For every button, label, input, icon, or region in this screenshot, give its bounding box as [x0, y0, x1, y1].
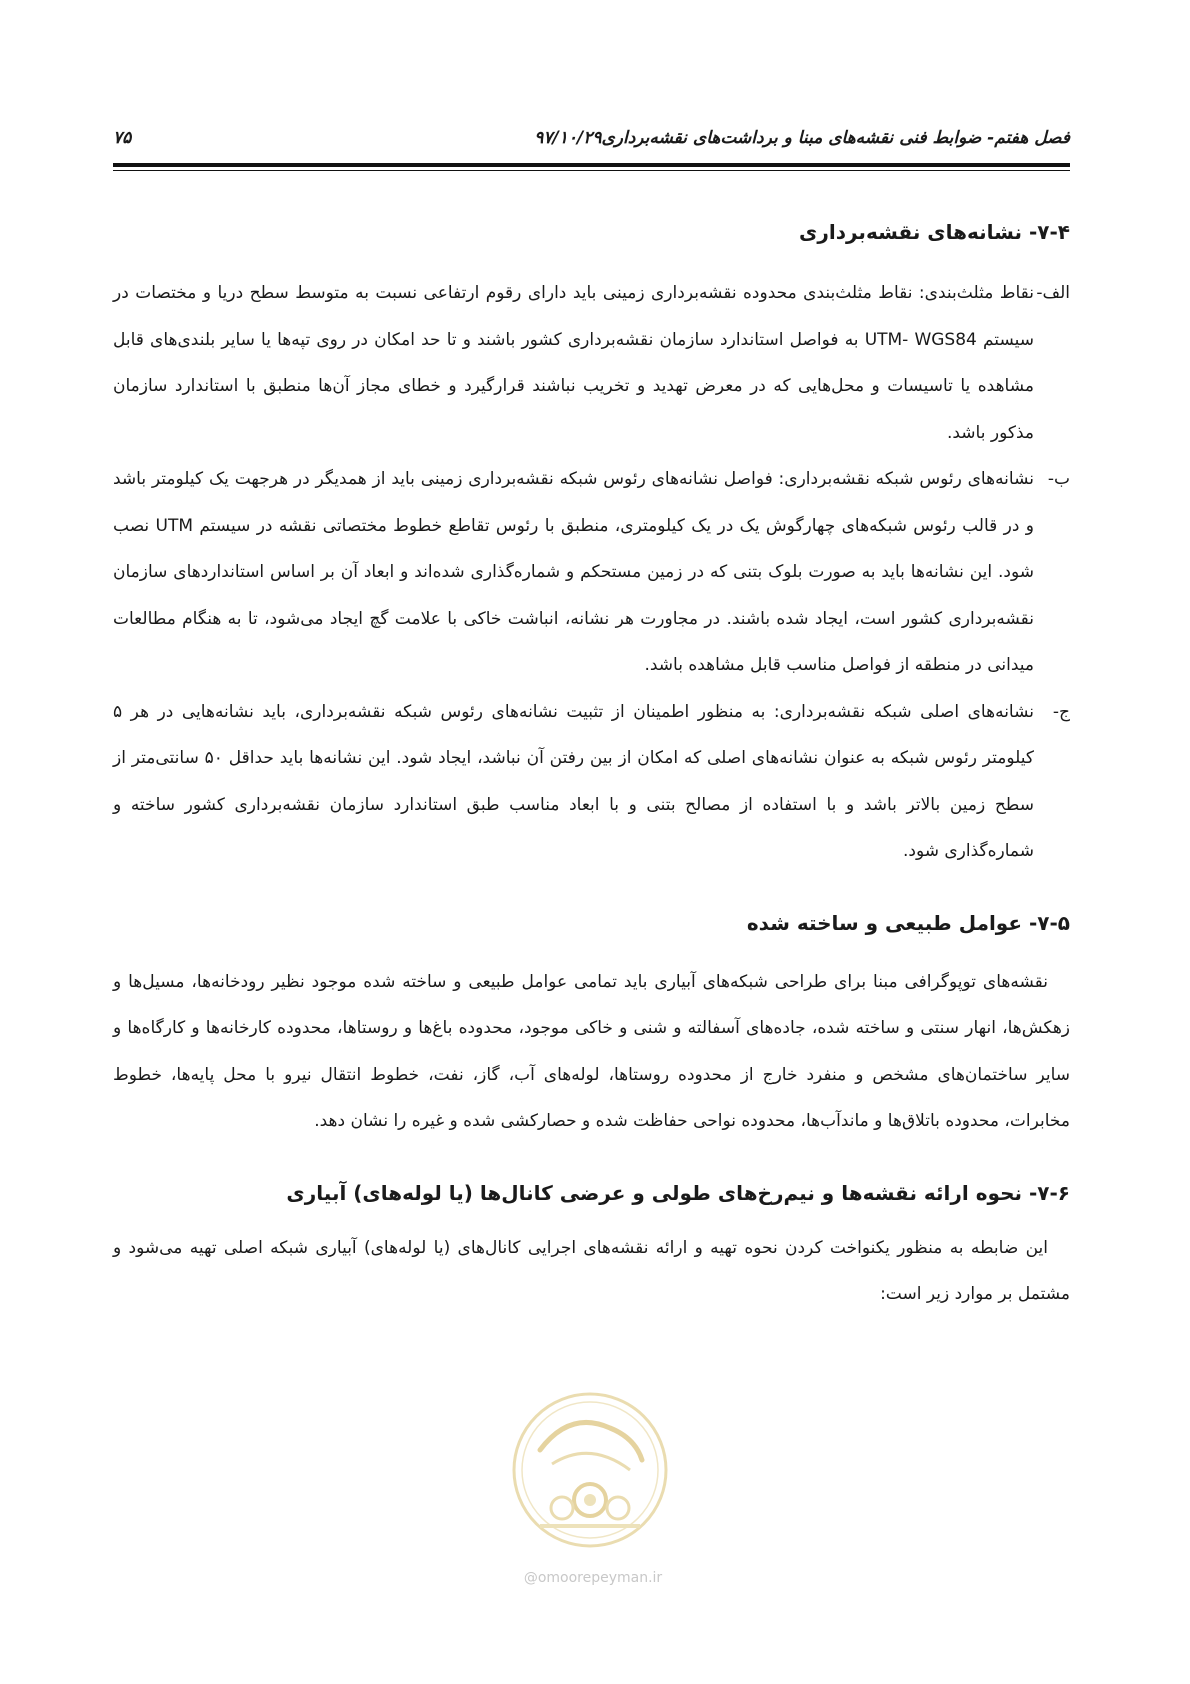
running-header — [113, 128, 1070, 148]
list-item-text: نشانه‌های اصلی شبکه نقشه‌برداری: به منظور اطمینان از تثبیت نشانه‌های رئوس شبکه نقشه‌برداری، باید نشانه‌هایی در هر ۵ کیلومتر رئوس شبکه به عنوان نشانه‌های اصلی که امکان از بین رفتن آن نباشد، ایجاد شود. این نشانه‌ها باید حداقل ۵۰ سانتی‌متر از سطح زمین بالاتر باشد و با استفاده از مصالح بتنی و با ابعاد مناسب طبق استاندارد سازمان نقشه‌برداری کشور ساخته و شماره‌گذاری شود. — [113, 701, 1034, 861]
body-paragraph: نقشه‌های توپوگرافی مبنا برای طراحی شبکه‌های آبیاری باید تمامی عوامل طبیعی و ساخته شده موجود نظیر رودخانه‌ها، مسیل‌ها و زهکش‌ها، انهار سنتی و ساخته شده، جاده‌های آسفالته و شنی و خاکی موجود، محدوده باغ‌ها و روستاها، محدوده کارخانه‌ها و کارگاه‌ها و سایر ساختمان‌های مشخص و منفرد خارج از محدوده روستاها، لوله‌های آب، گاز، نفت، خطوط انتقال نیرو با محل پایه‌ها، خطوط مخابرات، محدوده باتلاق‌ها و ماندآب‌ها، محدوده نواحی حفاظت شده و حصارکشی شده و غیره را نشان دهد. — [113, 971, 1070, 1131]
header-rule-thin — [113, 170, 1070, 171]
list-item-label: الف- — [1036, 283, 1070, 303]
section-heading-7-4: ۷-۴- نشانه‌های نقشه‌برداری — [799, 220, 1070, 244]
section-heading-7-6: ۷-۶- نحوه ارائه نقشه‌ها و نیم‌رخ‌های طولی و عرضی کانال‌ها (یا لوله‌های) آبیاری — [286, 1180, 1070, 1205]
list-item-text: نشانه‌های رئوس شبکه نقشه‌برداری: فواصل نشانه‌های رئوس شبکه نقشه‌برداری زمینی باید از همدیگر در هرجهت یک کیلومتر باشد و در قالب رئوس شبکه‌های چهارگوش یک در یک کیلومتری، منطبق با رئوس تقاطع خطوط مختصاتی نقشه در سیستم UTM نصب شود. این نشانه‌ها باید به صورت بلوک بتنی که در زمین مستحکم و شماره‌گذاری شده‌اند و ابعاد آن بر اساس استانداردهای سازمان نقشه‌برداری کشور است، ایجاد شده باشند. در مجاورت هر نشانه، انباشت خاکی با علامت گچ ایجاد می‌شود، تا به هنگام مطالعات میدانی در منطقه از فواصل مناسب قابل مشاهده باشد. — [113, 469, 1034, 675]
list-item-label: ب- — [1047, 469, 1070, 489]
page-content — [113, 212, 1070, 1318]
watermark-logo-icon — [510, 1390, 670, 1550]
page-number: ۷۵ — [113, 128, 132, 148]
body-paragraph: این ضابطه به منظور یکنواخت کردن نحوه تهیه و ارائه نقشه‌های اجرایی کانال‌های (یا لوله‌های) آبیاری شبکه اصلی تهیه می‌شود و مشتمل بر موارد زیر است: — [113, 1237, 1070, 1304]
chapter-title: فصل هفتم- ضوابط فنی نقشه‌های مبنا و برداشت‌های نقشه‌برداری۹۷/۱۰/۲۹ — [534, 128, 1070, 148]
list-item — [113, 456, 1070, 689]
list-item — [113, 689, 1070, 875]
list-item — [113, 270, 1070, 456]
watermark-website: @omoorepeyman.ir — [523, 1570, 663, 1586]
list-item-text: نقاط مثلث‌بندی: نقاط مثلث‌بندی محدوده نقشه‌برداری زمینی باید دارای رقوم ارتفاعی نسبت به متوسط سطح دریا و مختصات در سیستم UTM- WGS84 به فواصل استاندارد سازمان نقشه‌برداری کشور باشند و تا حد امکان در روی تپه‌ها یا سایر بلندی‌های قابل مشاهده یا تاسیسات و محل‌هایی که در معرض تهدید و تخریب نباشند قرارگیرد و خطای مجاز آن‌ها منطبق با استاندارد سازمان مذکور باشد. — [113, 283, 1034, 443]
header-rule-thick — [113, 163, 1070, 167]
list-item-label: ج- — [1052, 701, 1070, 722]
section-heading-7-5: ۷-۵- عوامل طبیعی و ساخته شده — [746, 910, 1070, 935]
